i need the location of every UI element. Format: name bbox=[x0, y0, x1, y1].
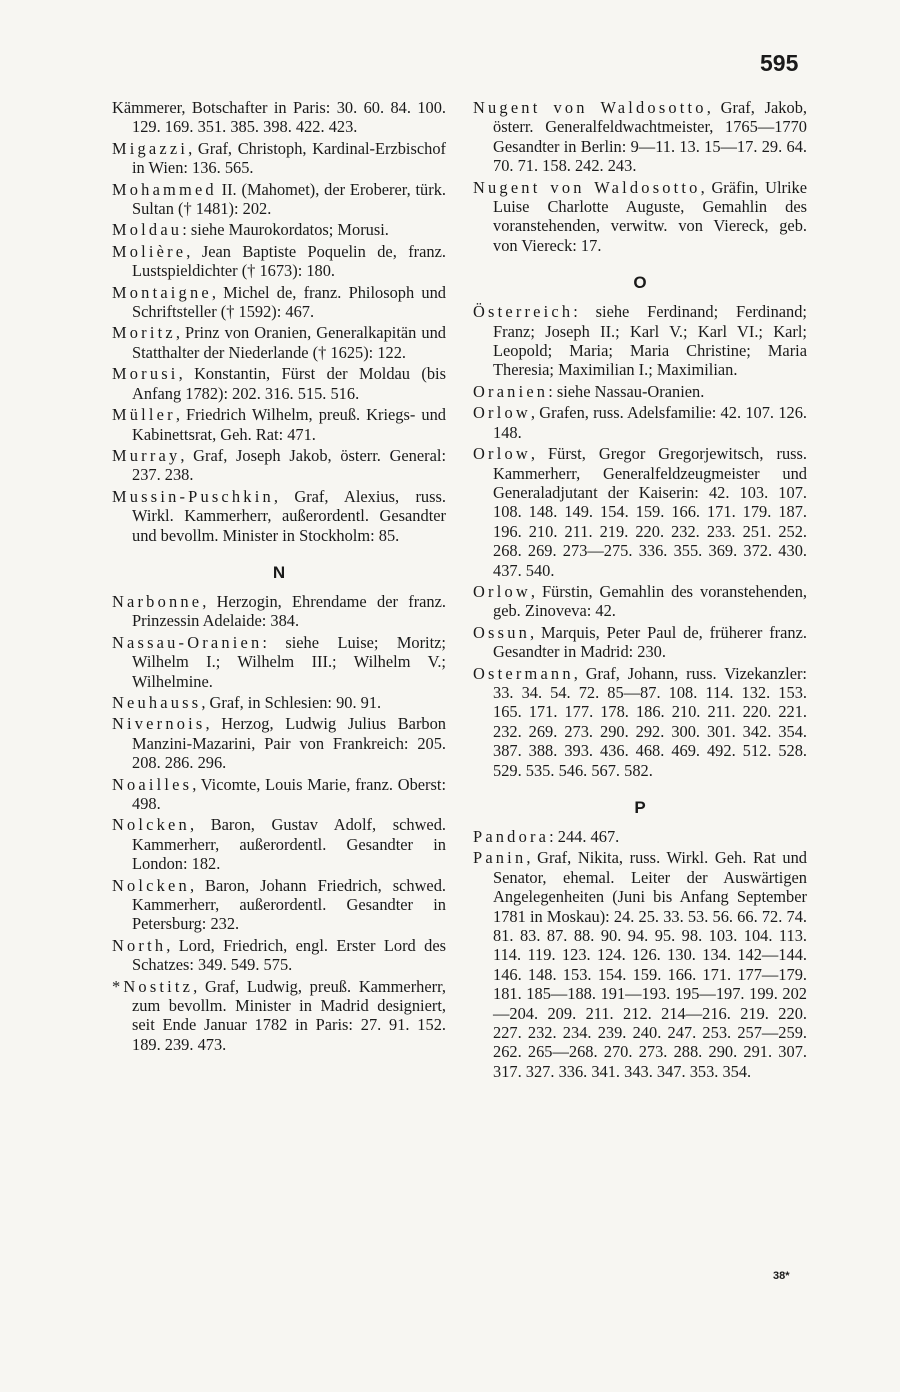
index-entry bbox=[112, 936, 446, 975]
entry-headword: Nivernois bbox=[112, 714, 206, 734]
index-entry bbox=[112, 714, 446, 772]
section-letter: N bbox=[272, 562, 286, 582]
entry-text: : siehe Nassau-Oranien. bbox=[548, 381, 705, 401]
index-entry bbox=[473, 302, 807, 380]
entry-headword: Nugent von Waldosotto bbox=[473, 98, 707, 117]
entry-text: , Fürstin, Gemahlin des voranstehenden, geb. Zinoveva: 42. bbox=[493, 581, 807, 621]
left-column bbox=[112, 98, 446, 1056]
entry-text: , Graf, Nikita, russ. Wirkl. Geh. Rat und Senator, ehemal. Leiter der Auswärtigen Angelegenheiten (Juni bis Anfang September 1781 in Moskau): 24. 25. 33. 53. 56. 66. 72. 74. 81. 83. 87. 88. 90. 94. 95. 98. 103. 104. 113. 114. 119. 123. 124. 126. 130. 134. 142—144. 146. 148. 153. 154. 159. 166. 171. 177—179. 181. 185—188. 191—193. 195—197. 199. 202—204. 209. 211. 212. 214—216. 219. 220. 227. 232. 234. 239. 240. 247. 253. 257—259. 262. 265—268. 270. 273. 288. 290. 291. 307. 317. 327. 336. 341. 343. 347. 353. 354. bbox=[493, 848, 807, 1081]
entry-text: , Lord, Friedrich, engl. Erster Lord des Schatzes: 349. 549. 575. bbox=[132, 935, 446, 975]
entry-headword: Narbonne bbox=[112, 591, 203, 611]
entry-headword: Orlow bbox=[473, 581, 531, 601]
index-entry bbox=[112, 977, 446, 1055]
index-entry bbox=[112, 323, 446, 362]
entry-text: : 244. 467. bbox=[549, 827, 620, 846]
entry-text: II. (Mahomet), der Eroberer, türk. Sultan († 1481): 202. bbox=[132, 179, 446, 219]
index-entry bbox=[112, 98, 446, 137]
entry-text: , Prinz von Oranien, Generalkapitän und Statthalter der Niederlande († 1625): 122. bbox=[132, 323, 446, 362]
index-entry bbox=[473, 403, 807, 442]
signature-mark: 38* bbox=[773, 1270, 790, 1282]
entry-headword: Orlow bbox=[473, 444, 531, 464]
index-entry bbox=[112, 220, 446, 239]
entry-text: , Friedrich Wilhelm, preuß. Kriegs- und Kabinettsrat, Geh. Rat: 471. bbox=[132, 405, 446, 444]
index-entry bbox=[473, 664, 807, 780]
entry-text: : siehe Maurokordatos; Morusi. bbox=[182, 220, 389, 240]
entry-headword: Österreich bbox=[473, 302, 574, 322]
entry-headword: Noailles bbox=[112, 774, 193, 794]
index-entry bbox=[473, 382, 807, 401]
entry-headword: Mussin-Puschkin bbox=[112, 486, 274, 506]
entry-headword: Molière bbox=[112, 241, 187, 261]
entry-headword: Nugent von Waldosotto bbox=[473, 177, 701, 197]
entry-text: , Graf, Ludwig, preuß. Kammerherr, zum bevollm. Minister in Madrid designiert, seit Ende Januar 1782 in Paris: 27. 91. 152. 189. 239. 473. bbox=[132, 976, 446, 1054]
entry-text: , Graf, in Schlesien: 90. 91. bbox=[201, 692, 382, 712]
entry-text: , Graf, Johann, russ. Vizekanzler: 33. 34. 54. 72. 85—87. 108. 114. 132. 153. 165. 171. 177. 178. 186. 210. 211. 220. 221. 232. 269. 273. 290. 292. 300. 301. 342. 354. 387. 388. 393. 436. 468. 469. 492. 512. 528. 529. 535. 546. 567. 582. bbox=[493, 663, 807, 780]
entry-text: , Gräfin, Ulrike Luise Charlotte Auguste, Gemahlin des voranstehenden, verwitw. von Viereck, geb. von Viereck: 17. bbox=[493, 177, 807, 255]
entry-text: , Michel de, franz. Philosoph und Schriftsteller († 1592): 467. bbox=[132, 282, 446, 322]
entry-text: , Grafen, russ. Adelsfamilie: 42. 107. 126. 148. bbox=[493, 403, 807, 442]
entry-text: , Baron, Johann Friedrich, schwed. Kammerherr, außerordentl. Gesandter in Petersburg: 232. bbox=[132, 875, 446, 934]
entry-headword: Montaigne bbox=[112, 282, 212, 302]
entry-text: , Herzog, Ludwig Julius Barbon Manzini-Mazarini, Pair von Frankreich: 205. 208. 286. 296. bbox=[132, 714, 446, 773]
index-entry bbox=[112, 364, 446, 403]
index-entry bbox=[112, 775, 446, 814]
entry-headword: Ostermann bbox=[473, 663, 574, 683]
section-letter: P bbox=[634, 798, 646, 817]
entry-headword: Moldau bbox=[112, 220, 183, 240]
index-entry bbox=[112, 283, 446, 322]
entry-text: : siehe Ferdinand; Ferdinand; Franz; Joseph II.; Karl V.; Karl VI.; Karl; Leopold; Maria; Maria Christine; Maria Theresia; Maximilian I.; Maximilian. bbox=[493, 302, 807, 380]
entry-headword: Murray bbox=[112, 445, 181, 465]
entry-headword: Mohammed bbox=[112, 179, 217, 199]
entry-text: , Jean Baptiste Poquelin de, franz. Lustspieldichter († 1673): 180. bbox=[132, 241, 446, 281]
entry-headword: Nolcken bbox=[112, 815, 190, 835]
page-number: 595 bbox=[760, 50, 799, 76]
index-entry bbox=[112, 139, 446, 178]
index-entry bbox=[112, 876, 446, 934]
entry-text: , Graf, Christoph, Kardinal-Erzbischof in Wien: 136. 565. bbox=[132, 138, 446, 178]
entry-headword: Morusi bbox=[112, 364, 179, 384]
index-entry bbox=[473, 98, 807, 176]
right-column bbox=[473, 98, 807, 1083]
entry-headword: Ossun bbox=[473, 622, 530, 642]
entry-text: , Graf, Alexius, russ. Wirkl. Kammerherr, außerordentl. Gesandter und bevollm. Minister in Stockholm: 85. bbox=[132, 486, 446, 545]
index-entry bbox=[112, 815, 446, 873]
entry-text: : siehe Luise; Moritz; Wilhelm I.; Wilhelm III.; Wilhelm V.; Wilhelmine. bbox=[132, 632, 446, 691]
entry-text: , Konstantin, Fürst der Moldau (bis Anfang 1782): 202. 316. 515. 516. bbox=[132, 364, 446, 403]
entry-headword: North bbox=[112, 935, 167, 955]
entry-text: , Marquis, Peter Paul de, früherer franz. Gesandter in Madrid: 230. bbox=[493, 622, 807, 662]
entry-headword: Oranien bbox=[473, 381, 549, 401]
section-letter: O bbox=[633, 273, 647, 293]
entry-headword: Müller bbox=[112, 405, 176, 425]
index-entry bbox=[112, 592, 446, 631]
entry-text: , Graf, Joseph Jakob, österr. General: 237. 238. bbox=[132, 445, 446, 485]
index-entry bbox=[112, 633, 446, 691]
entry-headword: Nassau-Oranien bbox=[112, 632, 263, 652]
entry-text: Kämmerer, Botschafter in Paris: 30. 60. 84. 100. 129. 169. 351. 385. 398. 422. 423. bbox=[112, 98, 446, 137]
entry-headword: *Nostitz bbox=[112, 976, 194, 996]
entry-headword: Panin bbox=[473, 848, 527, 868]
index-entry bbox=[473, 582, 807, 621]
entry-text: , Herzogin, Ehrendame der franz. Prinzessin Adelaide: 384. bbox=[132, 591, 446, 631]
entry-headword: Nolcken bbox=[112, 875, 190, 895]
index-entry bbox=[473, 827, 807, 846]
entry-headword: Migazzi bbox=[112, 138, 189, 158]
index-entry bbox=[473, 848, 807, 1081]
index-entry bbox=[473, 444, 807, 580]
index-entry bbox=[112, 405, 446, 444]
entry-headword: Neuhauss bbox=[112, 692, 202, 712]
index-entry bbox=[112, 446, 446, 485]
index-entry bbox=[112, 487, 446, 545]
entry-text: , Baron, Gustav Adolf, schwed. Kammerherr, außerordentl. Gesandter in London: 182. bbox=[132, 815, 446, 874]
entry-headword: Orlow bbox=[473, 403, 531, 423]
index-entry bbox=[473, 623, 807, 662]
entry-text: , Graf, Jakob, österr. Generalfeldwachtmeister, 1765—1770 Gesandter in Berlin: 9—11. 13. 15—17. 29. 64. 70. 71. 158. 242. 243. bbox=[493, 98, 807, 176]
entry-text: , Fürst, Gregor Gregorjewitsch, russ. Kammerherr, Generalfeldzeugmeister und Generaladjutant der Kaiserin: 42. 103. 107. 108. 148. 149. 154. 159. 166. 171. 179. 187. 196. 210. 211. 219. 220. 232. 233. 251. 252. 268. 269. 273—275. 336. 355. 369. 372. 430. 437. 540. bbox=[493, 444, 807, 580]
entry-text: , Vicomte, Louis Marie, franz. Oberst: 498. bbox=[132, 774, 446, 813]
index-entry bbox=[112, 693, 446, 712]
index-entry bbox=[112, 180, 446, 219]
index-entry bbox=[112, 242, 446, 281]
index-entry bbox=[473, 178, 807, 256]
entry-headword: Pandora bbox=[473, 827, 550, 846]
entry-headword: Moritz bbox=[112, 323, 176, 343]
